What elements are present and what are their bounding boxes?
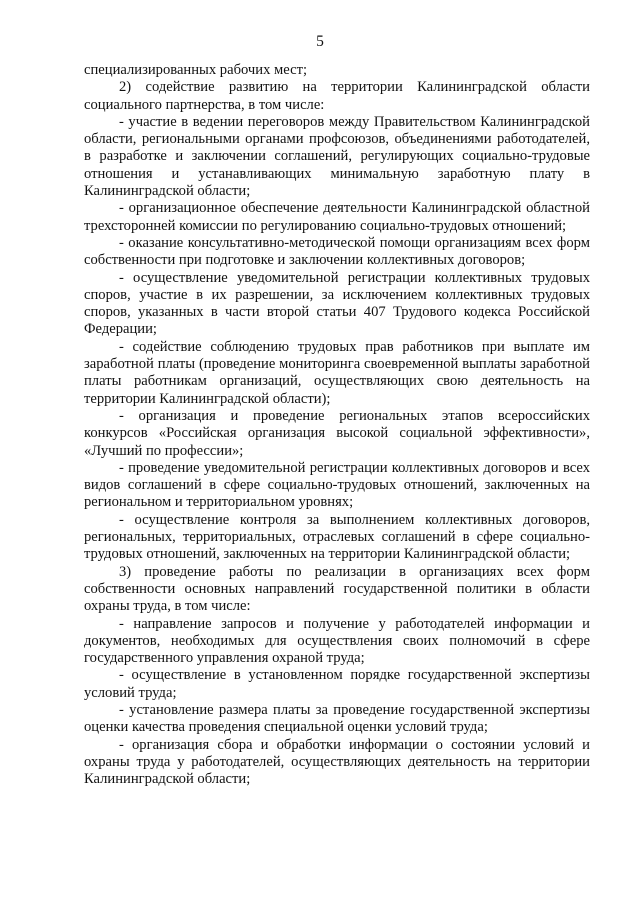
paragraph: - содействие соблюдению трудовых прав работников при выплате им заработной платы (проведение мониторинга своевременной выплаты заработной платы работникам организаций, осуществляющих свою деятельность на территории Калининградской области); — [84, 338, 590, 407]
paragraph: специализированных рабочих мест; — [84, 62, 307, 78]
paragraph: - осуществление в установленном порядке государственной экспертизы условий труда; — [84, 667, 590, 701]
paragraph: - участие в ведении переговоров между Правительством Калининградской области, региональными органами профсоюзов, объединениями работодателей, в разработке и заключении соглашений, регулирующих социально-трудовые отношения и устанавливающих минимальную заработную плату в Калининградской области; — [84, 113, 590, 200]
paragraph: - осуществление контроля за выполнением коллективных договоров, региональных, территориальных, отраслевых соглашений в сфере социально-трудовых отношений, заключенных на территории Калининградской области; — [84, 511, 590, 563]
page-number: 5 — [316, 33, 324, 50]
paragraph: - организация сбора и обработки информации о состоянии условий и охраны труда у работодателей, осуществляющих деятельность на территории Калининградской области; — [84, 736, 590, 788]
paragraph: - оказание консультативно-методической помощи организациям всех форм собственности при подготовке и заключении коллективных договоров; — [84, 234, 590, 269]
document-body — [84, 62, 590, 788]
paragraph: 2) содействие развитию на территории Калининградской области социального партнерства, в том числе: — [84, 79, 590, 113]
paragraph: - осуществление уведомительной регистрации коллективных трудовых споров, участие в их разрешении, за исключением коллективных трудовых споров, указанных в части второй статьи 407 Трудового кодекса Российской Федерации; — [84, 269, 590, 338]
paragraph: 3) проведение работы по реализации в организациях всех форм собственности основных направлений государственной политики в области охраны труда, в том числе: — [84, 563, 590, 615]
paragraph: - направление запросов и получение у работодателей информации и документов, необходимых для осуществления своих полномочий в сфере государственного управления охраной труда; — [84, 615, 590, 667]
paragraph: - проведение уведомительной регистрации коллективных договоров и всех видов соглашений в сфере социально-трудовых отношений, заключенных на региональном и территориальном уровнях; — [84, 459, 590, 511]
paragraph: - установление размера платы за проведение государственной экспертизы оценки качества проведения специальной оценки условий труда; — [84, 701, 590, 736]
paragraph: - организация и проведение региональных этапов всероссийских конкурсов «Российская организация высокой социальной эффективности», «Лучший по профессии»; — [84, 407, 590, 459]
paragraph: - организационное обеспечение деятельности Калининградской областной трехсторонней комиссии по регулированию социально-трудовых отношений; — [84, 200, 590, 234]
